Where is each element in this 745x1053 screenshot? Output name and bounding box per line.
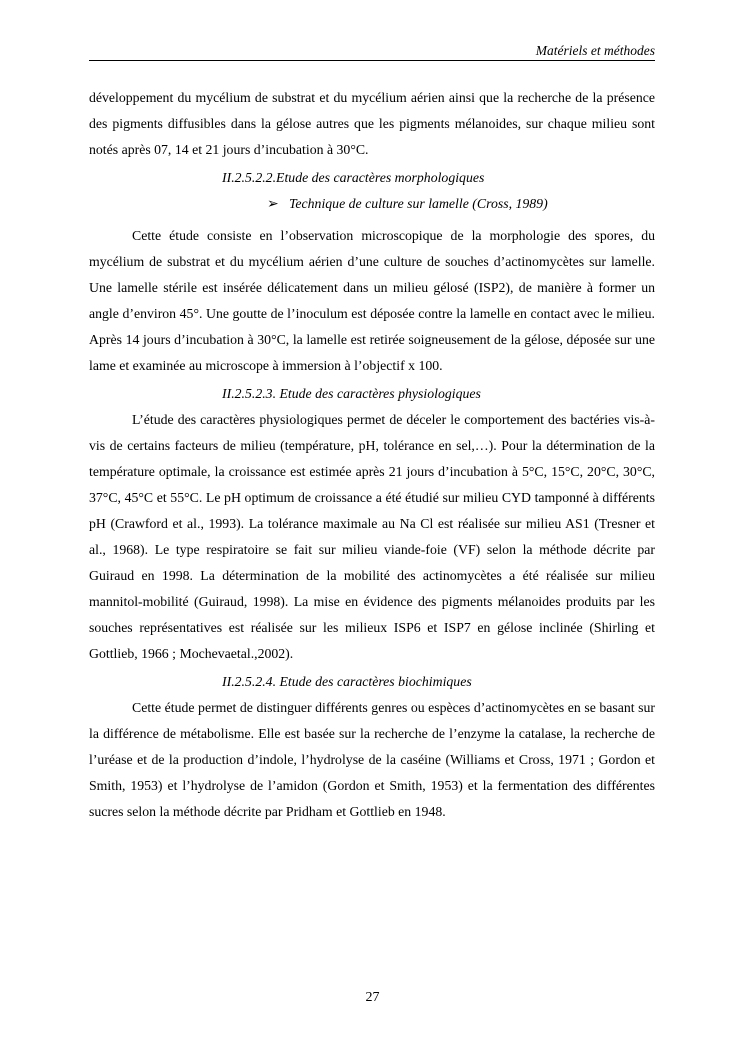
section-heading-morphologiques: II.2.5.2.2.Etude des caractères morphologiques bbox=[222, 170, 485, 185]
paragraph-biochimiques: Cette étude permet de distinguer différents genres ou espèces d’actinomycètes en se basant sur la différence de métabolisme. Elle est basée sur la recherche de l’enzyme la catalase, la recherche de l’uréase et de la production d’indole, l’hydrolyse de la caséine (Williams et Cross, 1971 ; Gordon et Smith, 1953) et l’hydrolyse de l’amidon (Gordon et Smith, 1953) et la fermentation des différentes sucres selon la méthode décrite par Pridham et Gottlieb en 1948. bbox=[89, 700, 655, 819]
paragraph-continuation: développement du mycélium de substrat et du mycélium aérien ainsi que la recherche de la présence des pigments diffusibles dans la gélose autres que les pigments mélanoides, sur chaque milieu sont notés après 07, 14 et 21 jours d’incubation à 30°C. bbox=[89, 90, 655, 157]
arrow-bullet-icon: ➢ bbox=[267, 196, 279, 211]
page-body bbox=[89, 85, 655, 825]
paragraph-physiologiques: L’étude des caractères physiologiques permet de déceler le comportement des bactéries vis-à-vis de certains facteurs de milieu (température, pH, tolérance en sel,…). Pour la détermination de la température optimale, la croissance est estimée après 21 jours d’incubation à 5°C, 15°C, 20°C, 30°C, 37°C, 45°C et 55°C. Le pH optimum de croissance a été étudié sur milieu CYD tamponné à différents pH (Crawford et al., 1993). La tolérance maximale au Na Cl est réalisée sur milieu AS1 (Tresner et al., 1968). Le type respiratoire se fait sur milieu viande-foie (VF) selon la méthode décrite par Guiraud en 1998. La détermination de la mobilité des actinomycètes a été réalisée sur milieu mannitol-mobilité (Guiraud, 1998). La mise en évidence des pigments mélanoides produits par les souches représentatives est réalisée sur les milieux ISP6 et ISP7 en gélose inclinée (Shirling et Gottlieb, 1966 ; Mochevaetal.,2002). bbox=[89, 412, 655, 661]
page-number: 27 bbox=[365, 990, 380, 1005]
running-header: Matériels et méthodes bbox=[535, 43, 655, 58]
bullet-text: Technique de culture sur lamelle (Cross, 1989) bbox=[289, 196, 548, 211]
bullet-item bbox=[89, 191, 655, 217]
paragraph-lamelle: Cette étude consiste en l’observation microscopique de la morphologie des spores, du mycélium de substrat et du mycélium aérien d’une culture de souches d’actinomycètes sur lamelle. Une lamelle stérile est insérée délicatement dans un milieu gélosé (ISP2), de manière à former un angle d’environ 45°. Une goutte de l’inoculum est déposée contre la lamelle en contact avec le milieu. Après 14 jours d’incubation à 30°C, la lamelle est retirée soigneusement de la gélose, déposée sur une lame et examinée au microscope à immersion à l’objectif x 100. bbox=[89, 228, 655, 373]
header-rule bbox=[89, 60, 655, 61]
section-heading-physiologiques: II.2.5.2.3. Etude des caractères physiologiques bbox=[222, 386, 481, 401]
section-heading-biochimiques: II.2.5.2.4. Etude des caractères biochimiques bbox=[222, 674, 472, 689]
